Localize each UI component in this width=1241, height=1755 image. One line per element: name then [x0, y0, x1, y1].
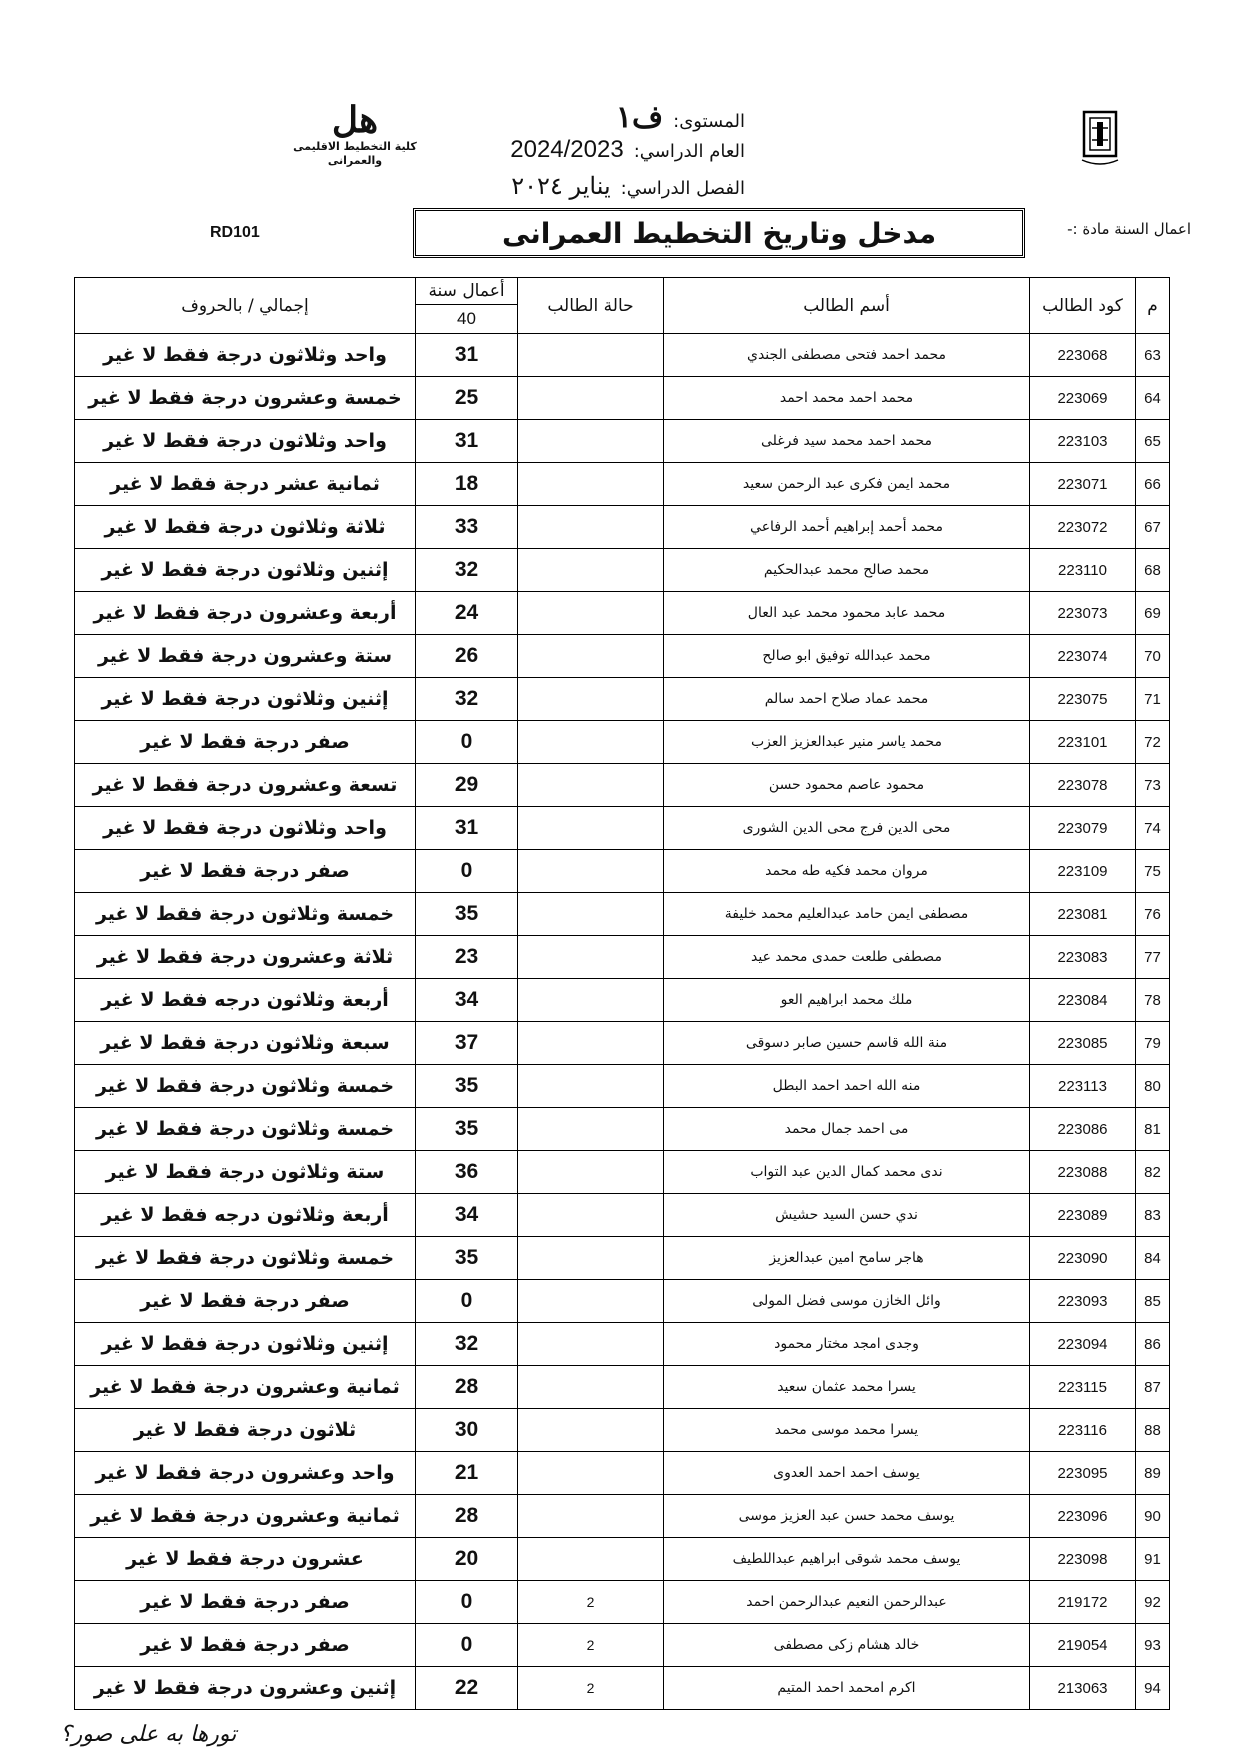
cell-mark: 33 [416, 506, 518, 549]
cell-words: ثلاثة وعشرون درجة فقط لا غير [75, 936, 416, 979]
cell-name: ندي حسن السيد حشيش [664, 1194, 1030, 1237]
cell-mark: 21 [416, 1452, 518, 1495]
cell-words: ستة وثلاثون درجة فقط لا غير [75, 1151, 416, 1194]
cell-words: ستة وعشرون درجة فقط لا غير [75, 635, 416, 678]
cell-code: 219172 [1030, 1581, 1136, 1624]
cell-code: 213063 [1030, 1667, 1136, 1710]
cell-status: 2 [518, 1667, 664, 1710]
term-label: الفصل الدراسي: [620, 178, 745, 199]
level-label: المستوى: [673, 111, 745, 132]
cell-words: واحد وعشرون درجة فقط لا غير [75, 1452, 416, 1495]
cell-index: 63 [1136, 334, 1170, 377]
cell-words: خمسة وثلاثون درجة فقط لا غير [75, 1237, 416, 1280]
table-row [75, 764, 1170, 807]
cell-mark: 0 [416, 1280, 518, 1323]
col-header-mark-label: أعمال سنة [416, 278, 517, 305]
cell-mark: 28 [416, 1495, 518, 1538]
table-row [75, 1452, 1170, 1495]
cell-name: مصطفى طلعت حمدى محمد عيد [664, 936, 1030, 979]
col-header-name: أسم الطالب [664, 278, 1030, 334]
cell-name: عبدالرحمن النعيم عبدالرحمن احمد [664, 1581, 1030, 1624]
table-row [75, 420, 1170, 463]
cell-mark: 32 [416, 549, 518, 592]
cell-name: وائل الخازن موسى فضل المولى [664, 1280, 1030, 1323]
table-row [75, 850, 1170, 893]
col-header-code: كود الطالب [1030, 278, 1136, 334]
cell-status [518, 549, 664, 592]
cell-code: 223113 [1030, 1065, 1136, 1108]
faculty-logo-mark: هل [331, 99, 379, 141]
cell-index: 72 [1136, 721, 1170, 764]
cell-code: 223098 [1030, 1538, 1136, 1581]
cell-words: ثمانية عشر درجة فقط لا غير [75, 463, 416, 506]
table-row [75, 893, 1170, 936]
table-row [75, 1237, 1170, 1280]
cell-code: 223086 [1030, 1108, 1136, 1151]
year-line [445, 136, 745, 172]
col-header-index: م [1136, 278, 1170, 334]
cell-index: 93 [1136, 1624, 1170, 1667]
cell-status [518, 678, 664, 721]
cell-words: خمسة وثلاثون درجة فقط لا غير [75, 893, 416, 936]
table-row [75, 1624, 1170, 1667]
cell-index: 84 [1136, 1237, 1170, 1280]
cell-status [518, 1538, 664, 1581]
table-row [75, 1323, 1170, 1366]
cell-code: 223093 [1030, 1280, 1136, 1323]
cell-status [518, 721, 664, 764]
cell-name: محمد عبدالله توفيق ابو صالح [664, 635, 1030, 678]
subject-label: اعمال السنة مادة :- [1067, 220, 1191, 238]
cell-status [518, 1280, 664, 1323]
table-row [75, 592, 1170, 635]
cell-words: إثنين وثلاثون درجة فقط لا غير [75, 1323, 416, 1366]
cell-code: 223079 [1030, 807, 1136, 850]
cell-name: محمود عاصم محمود حسن [664, 764, 1030, 807]
cell-words: واحد وثلاثون درجة فقط لا غير [75, 420, 416, 463]
cell-name: مصطفى ايمن حامد عبدالعليم محمد خليفة [664, 893, 1030, 936]
level-line [445, 100, 745, 136]
table-row [75, 1581, 1170, 1624]
cell-mark: 37 [416, 1022, 518, 1065]
cell-mark: 30 [416, 1409, 518, 1452]
cell-name: خالد هشام زكى مصطفى [664, 1624, 1030, 1667]
cell-code: 223109 [1030, 850, 1136, 893]
cell-code: 223088 [1030, 1151, 1136, 1194]
cell-words: واحد وثلاثون درجة فقط لا غير [75, 334, 416, 377]
cell-words: واحد وثلاثون درجة فقط لا غير [75, 807, 416, 850]
cell-code: 223074 [1030, 635, 1136, 678]
table-row [75, 1495, 1170, 1538]
table-row [75, 334, 1170, 377]
subject-title: مدخل وتاريخ التخطيط العمرانى [413, 208, 1025, 258]
cell-code: 223095 [1030, 1452, 1136, 1495]
cell-status [518, 1237, 664, 1280]
table-row [75, 377, 1170, 420]
cell-status [518, 1108, 664, 1151]
cell-index: 71 [1136, 678, 1170, 721]
cell-code: 223089 [1030, 1194, 1136, 1237]
cell-mark: 32 [416, 1323, 518, 1366]
cell-words: إثنين وثلاثون درجة فقط لا غير [75, 549, 416, 592]
cell-code: 223103 [1030, 420, 1136, 463]
cell-mark: 31 [416, 807, 518, 850]
cell-name: محمد احمد فتحى مصطفى الجندي [664, 334, 1030, 377]
year-value: 2024/2023 [510, 136, 624, 163]
col-header-words: إجمالي / بالحروف [75, 278, 416, 334]
cell-status [518, 936, 664, 979]
cell-words: إثنين وثلاثون درجة فقط لا غير [75, 678, 416, 721]
cell-index: 92 [1136, 1581, 1170, 1624]
cell-index: 70 [1136, 635, 1170, 678]
cell-name: منه الله احمد احمد البطل [664, 1065, 1030, 1108]
cell-name: محمد صالح محمد عبدالحكيم [664, 549, 1030, 592]
table-header-row [75, 278, 1170, 334]
cell-code: 223096 [1030, 1495, 1136, 1538]
cell-code: 223069 [1030, 377, 1136, 420]
level-value: ف١ [615, 101, 664, 134]
cell-mark: 35 [416, 1065, 518, 1108]
cell-index: 65 [1136, 420, 1170, 463]
cell-index: 75 [1136, 850, 1170, 893]
cell-index: 69 [1136, 592, 1170, 635]
cell-mark: 0 [416, 1624, 518, 1667]
table-row [75, 1409, 1170, 1452]
cell-index: 94 [1136, 1667, 1170, 1710]
cell-name: محمد احمد محمد احمد [664, 377, 1030, 420]
cell-words: عشرون درجة فقط لا غير [75, 1538, 416, 1581]
cell-index: 80 [1136, 1065, 1170, 1108]
cell-code: 223090 [1030, 1237, 1136, 1280]
cell-mark: 35 [416, 893, 518, 936]
cell-name: وجدى امجد مختار محمود [664, 1323, 1030, 1366]
cell-status [518, 377, 664, 420]
cell-words: ثمانية وعشرون درجة فقط لا غير [75, 1495, 416, 1538]
cell-words: خمسة وثلاثون درجة فقط لا غير [75, 1065, 416, 1108]
table-row [75, 1022, 1170, 1065]
cell-mark: 0 [416, 1581, 518, 1624]
cell-status [518, 764, 664, 807]
cell-name: ملك محمد ابراهيم العو [664, 979, 1030, 1022]
cell-code: 223068 [1030, 334, 1136, 377]
cell-code: 223081 [1030, 893, 1136, 936]
table-row [75, 1280, 1170, 1323]
cell-code: 223085 [1030, 1022, 1136, 1065]
cell-status [518, 1323, 664, 1366]
cell-name: يسرا محمد موسى محمد [664, 1409, 1030, 1452]
cell-mark: 18 [416, 463, 518, 506]
cell-status [518, 1452, 664, 1495]
cell-mark: 34 [416, 979, 518, 1022]
table-row [75, 635, 1170, 678]
cell-status [518, 1409, 664, 1452]
table-row [75, 678, 1170, 721]
cell-words: صفر درجة فقط لا غير [75, 721, 416, 764]
cell-mark: 25 [416, 377, 518, 420]
cell-status [518, 506, 664, 549]
cell-index: 89 [1136, 1452, 1170, 1495]
year-label: العام الدراسي: [633, 141, 745, 162]
cell-index: 64 [1136, 377, 1170, 420]
cell-mark: 36 [416, 1151, 518, 1194]
faculty-logo [290, 100, 420, 190]
cell-index: 66 [1136, 463, 1170, 506]
cell-index: 87 [1136, 1366, 1170, 1409]
table-row [75, 807, 1170, 850]
cell-index: 78 [1136, 979, 1170, 1022]
cell-mark: 31 [416, 420, 518, 463]
university-crest-icon [1078, 108, 1122, 170]
cell-mark: 23 [416, 936, 518, 979]
cell-words: صفر درجة فقط لا غير [75, 1624, 416, 1667]
document-meta [445, 100, 745, 208]
cell-name: محى الدين فرج محى الدين الشورى [664, 807, 1030, 850]
cell-status [518, 807, 664, 850]
cell-words: خمسة وثلاثون درجة فقط لا غير [75, 1108, 416, 1151]
table-row [75, 1065, 1170, 1108]
table-row [75, 1538, 1170, 1581]
table-row [75, 463, 1170, 506]
cell-status [518, 592, 664, 635]
table-row [75, 1667, 1170, 1710]
course-code: RD101 [210, 224, 260, 241]
cell-mark: 0 [416, 850, 518, 893]
cell-index: 67 [1136, 506, 1170, 549]
cell-name: محمد ياسر منير عبدالعزيز العزب [664, 721, 1030, 764]
cell-name: محمد أحمد إبراهيم أحمد الرفاعي [664, 506, 1030, 549]
cell-code: 223101 [1030, 721, 1136, 764]
cell-index: 74 [1136, 807, 1170, 850]
cell-mark: 35 [416, 1108, 518, 1151]
cell-code: 223094 [1030, 1323, 1136, 1366]
cell-index: 91 [1136, 1538, 1170, 1581]
cell-mark: 28 [416, 1366, 518, 1409]
cell-status [518, 1065, 664, 1108]
cell-status [518, 1495, 664, 1538]
cell-code: 223075 [1030, 678, 1136, 721]
cell-words: أربعة وثلاثون درجه فقط لا غير [75, 979, 416, 1022]
cell-status [518, 1194, 664, 1237]
cell-code: 223084 [1030, 979, 1136, 1022]
cell-words: أربعة وعشرون درجة فقط لا غير [75, 592, 416, 635]
cell-name: يوسف محمد حسن عبد العزيز موسى [664, 1495, 1030, 1538]
cell-index: 88 [1136, 1409, 1170, 1452]
cell-words: صفر درجة فقط لا غير [75, 850, 416, 893]
cell-words: ثلاثة وثلاثون درجة فقط لا غير [75, 506, 416, 549]
cell-status [518, 850, 664, 893]
table-row [75, 1151, 1170, 1194]
cell-index: 73 [1136, 764, 1170, 807]
cell-index: 90 [1136, 1495, 1170, 1538]
cell-index: 83 [1136, 1194, 1170, 1237]
cell-status [518, 420, 664, 463]
cell-status [518, 1366, 664, 1409]
cell-mark: 35 [416, 1237, 518, 1280]
cell-name: ندى محمد كمال الدين عبد التواب [664, 1151, 1030, 1194]
cell-status: 2 [518, 1624, 664, 1667]
cell-words: إثنين وعشرون درجة فقط لا غير [75, 1667, 416, 1710]
cell-code: 223083 [1030, 936, 1136, 979]
cell-status [518, 334, 664, 377]
cell-mark: 24 [416, 592, 518, 635]
cell-name: مروان محمد فكيه طه محمد [664, 850, 1030, 893]
cell-code: 223073 [1030, 592, 1136, 635]
grades-table [74, 277, 1170, 1710]
cell-index: 86 [1136, 1323, 1170, 1366]
cell-name: يوسف احمد احمد العدوى [664, 1452, 1030, 1495]
col-header-mark-max: 40 [457, 309, 476, 328]
table-row [75, 506, 1170, 549]
table-row [75, 979, 1170, 1022]
cell-status [518, 463, 664, 506]
cell-code: 223115 [1030, 1366, 1136, 1409]
cell-index: 82 [1136, 1151, 1170, 1194]
cell-words: أربعة وثلاثون درجه فقط لا غير [75, 1194, 416, 1237]
faculty-name-line-1: كلية التخطيط الاقليمى [293, 140, 417, 153]
cell-code: 223072 [1030, 506, 1136, 549]
cell-words: تسعة وعشرون درجة فقط لا غير [75, 764, 416, 807]
cell-index: 85 [1136, 1280, 1170, 1323]
cell-status [518, 979, 664, 1022]
cell-words: ثمانية وعشرون درجة فقط لا غير [75, 1366, 416, 1409]
table-row [75, 936, 1170, 979]
col-header-mark [416, 278, 518, 334]
cell-mark: 20 [416, 1538, 518, 1581]
table-row [75, 1366, 1170, 1409]
cell-words: ثلاثون درجة فقط لا غير [75, 1409, 416, 1452]
cell-mark: 31 [416, 334, 518, 377]
cell-mark: 26 [416, 635, 518, 678]
cell-words: خمسة وعشرون درجة فقط لا غير [75, 377, 416, 420]
cell-status: 2 [518, 1581, 664, 1624]
cell-name: محمد ايمن فكرى عبد الرحمن سعيد [664, 463, 1030, 506]
cell-mark: 29 [416, 764, 518, 807]
cell-index: 68 [1136, 549, 1170, 592]
cell-code: 223078 [1030, 764, 1136, 807]
cell-status [518, 635, 664, 678]
cell-status [518, 1022, 664, 1065]
term-value: يناير ٢٠٢٤ [511, 173, 611, 200]
term-line [445, 172, 745, 208]
cell-status [518, 893, 664, 936]
cell-index: 79 [1136, 1022, 1170, 1065]
cell-code: 223110 [1030, 549, 1136, 592]
cell-name: محمد احمد محمد سيد فرغلى [664, 420, 1030, 463]
cell-mark: 32 [416, 678, 518, 721]
cell-name: مى احمد جمال محمد [664, 1108, 1030, 1151]
cell-code: 223071 [1030, 463, 1136, 506]
cell-mark: 34 [416, 1194, 518, 1237]
table-row [75, 1108, 1170, 1151]
cell-name: محمد عابد محمود محمد عبد العال [664, 592, 1030, 635]
cell-index: 77 [1136, 936, 1170, 979]
cell-index: 76 [1136, 893, 1170, 936]
cell-mark: 0 [416, 721, 518, 764]
cell-status [518, 1151, 664, 1194]
cell-name: محمد عماد صلاح احمد سالم [664, 678, 1030, 721]
cell-name: يسرا محمد عثمان سعيد [664, 1366, 1030, 1409]
cell-index: 81 [1136, 1108, 1170, 1151]
handwritten-note: تورها به على صور؟ [60, 1722, 237, 1747]
cell-name: منة الله قاسم حسين صابر دسوقى [664, 1022, 1030, 1065]
cell-words: سبعة وثلاثون درجة فقط لا غير [75, 1022, 416, 1065]
cell-name: هاجر سامح امين عبدالعزيز [664, 1237, 1030, 1280]
cell-code: 219054 [1030, 1624, 1136, 1667]
col-header-status: حالة الطالب [518, 278, 664, 334]
table-row [75, 721, 1170, 764]
cell-name: اكرم امحمد احمد المتيم [664, 1667, 1030, 1710]
cell-words: صفر درجة فقط لا غير [75, 1280, 416, 1323]
cell-code: 223116 [1030, 1409, 1136, 1452]
cell-mark: 22 [416, 1667, 518, 1710]
faculty-name-line-2: والعمرانى [327, 154, 383, 167]
table-row [75, 549, 1170, 592]
cell-words: صفر درجة فقط لا غير [75, 1581, 416, 1624]
cell-name: يوسف محمد شوقى ابراهيم عبداللطيف [664, 1538, 1030, 1581]
table-row [75, 1194, 1170, 1237]
